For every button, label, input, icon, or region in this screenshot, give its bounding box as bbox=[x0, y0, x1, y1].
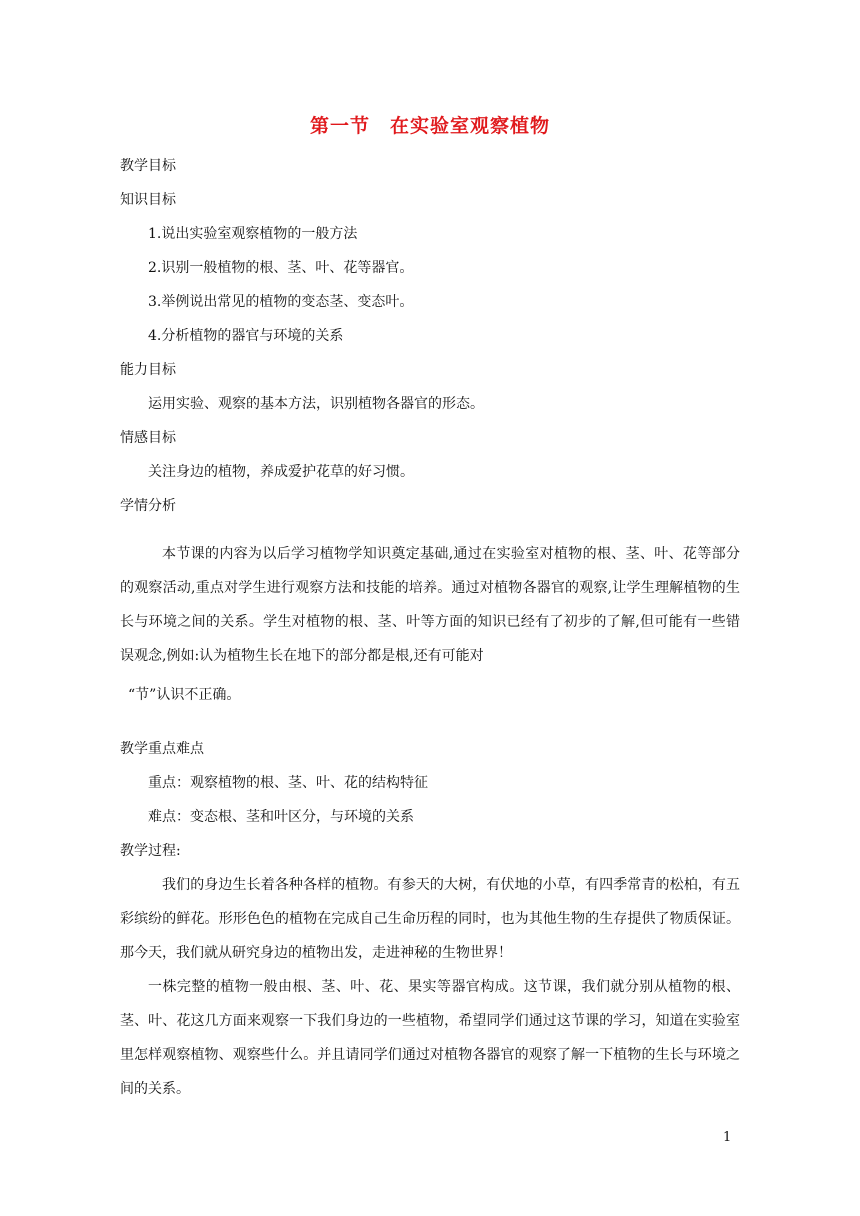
knowledge-goal-item: 3.举例说出常见的植物的变态茎、变态叶。 bbox=[148, 294, 414, 310]
emotion-goals-heading: 情感目标 bbox=[120, 430, 176, 446]
ability-goals-heading: 能力目标 bbox=[120, 362, 176, 378]
analysis-paragraph: 本节课的内容为以后学习植物学知识奠定基础,通过在实验室对植物的根、茎、叶、花等部分的观察活动,重点对学生进行观察方法和技能的培养。通过对植物各器官的观察,让学生理解植物的生长与环境之间的关系。学生对植物的根、茎、叶等方面的知识已经有了初步的了解,但可能有一些错误观念,例如:认为植物生长在地下的部分都是根,还有可能对 bbox=[120, 546, 740, 664]
process-paragraph: 一株完整的植物一般由根、茎、叶、花、果实等器官构成。这节课，我们就分别从植物的根、茎、叶、花这几方面来观察一下我们身边的一些植物，希望同学们通过这节课的学习，知道在实验室里怎样观察植物、观察些什么。并且请同学们通过对植物各器官的观察了解一下植物的生长与环境之间的关系。 bbox=[120, 979, 740, 1097]
focus-text: 重点：观察植物的根、茎、叶、花的结构特征 bbox=[148, 775, 428, 791]
ability-goals-text: 运用实验、观察的基本方法，识别植物各器官的形态。 bbox=[148, 396, 484, 412]
knowledge-goals-heading: 知识目标 bbox=[120, 192, 176, 208]
analysis-paragraph-end: “节”认识不正确。 bbox=[128, 687, 241, 703]
knowledge-goal-item: 2.识别一般植物的根、茎、叶、花等器官。 bbox=[148, 260, 414, 276]
knowledge-goal-item: 4.分析植物的器官与环境的关系 bbox=[148, 328, 344, 344]
emotion-goals-text: 关注身边的植物，养成爱护花草的好习惯。 bbox=[148, 464, 414, 480]
process-heading: 教学过程: bbox=[120, 843, 181, 859]
difficulty-text: 难点：变态根、茎和叶区分，与环境的关系 bbox=[148, 809, 414, 825]
knowledge-goal-item: 1.说出实验室观察植物的一般方法 bbox=[148, 226, 358, 242]
analysis-heading: 学情分析 bbox=[120, 498, 176, 514]
key-points-heading: 教学重点难点 bbox=[120, 741, 204, 757]
process-paragraph: 我们的身边生长着各种各样的植物。有参天的大树，有伏地的小草，有四季常青的松柏，有五彩缤纷的鲜花。形形色色的植物在完成自己生命历程的同时，也为其他生物的生存提供了物质保证。那今天，我们就从研究身边的植物出发，走进神秘的生物世界！ bbox=[120, 877, 740, 961]
teaching-goals-heading: 教学目标 bbox=[120, 158, 176, 174]
page-title: 第一节 在实验室观察植物 bbox=[309, 115, 550, 137]
page-number: 1 bbox=[723, 1130, 732, 1145]
